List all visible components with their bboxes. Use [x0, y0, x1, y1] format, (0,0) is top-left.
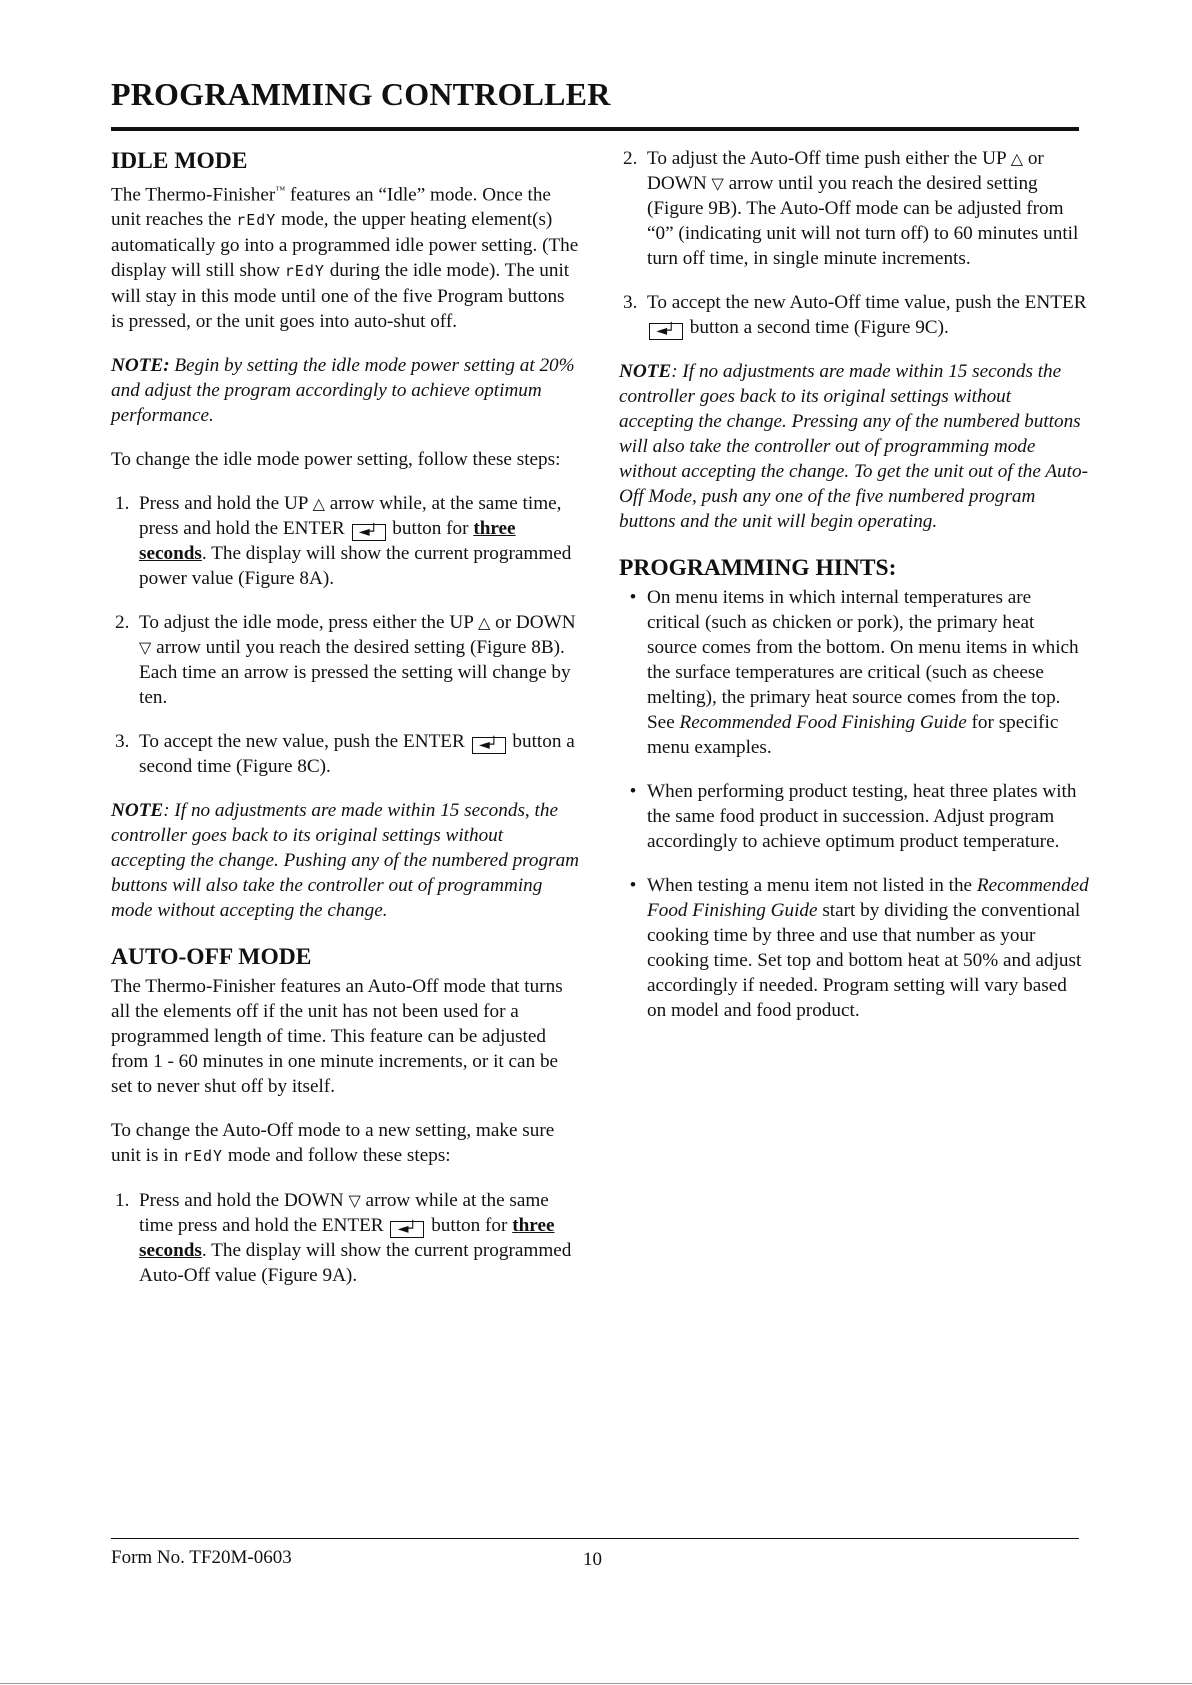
idle-steps-list	[111, 491, 581, 779]
text: arrow while at the same time press and hold the ENTER	[139, 1190, 549, 1237]
bullet-icon: •	[629, 587, 637, 608]
idle-intro: To change the idle mode power setting, follow these steps:	[111, 449, 561, 471]
step-number: 2.	[623, 148, 638, 169]
guide-title: Recommended Food Finishing Guide	[647, 875, 1089, 921]
idle-mode-paragraph	[111, 178, 581, 334]
note-label: NOTE	[619, 361, 672, 382]
enter-key-icon: ◄┘	[390, 1221, 424, 1238]
auto-off-intro	[111, 1118, 581, 1169]
up-triangle-icon: △	[477, 613, 491, 633]
list-item	[111, 610, 581, 710]
up-triangle-icon: △	[312, 494, 325, 514]
text: button a second time (Figure 9C).	[685, 317, 949, 338]
text: arrow until you reach the desired setting (Figure 9B). The Auto-Off mode can be adjusted from “0” (indicating unit will not turn off) to 60 minutes until turn off time, in single minute increments.	[647, 173, 1079, 269]
page-edge	[0, 1683, 1192, 1684]
text: button a second time (Figure 8C).	[139, 731, 575, 778]
ready-lcd-icon: rEdY	[182, 1147, 224, 1166]
step-number: 1.	[115, 493, 130, 515]
idle-note-2	[111, 798, 581, 923]
text: To accept the new value, push the ENTER	[139, 731, 470, 753]
title-rule	[111, 127, 1079, 131]
list-item	[619, 146, 1089, 271]
auto-off-note	[619, 359, 1089, 534]
right-column	[619, 146, 1089, 1042]
text: for specific menu examples.	[647, 712, 1059, 758]
down-triangle-icon: ▽	[711, 174, 724, 193]
note-text: : If no adjustments are made within 15 seconds the controller goes back to its original settings without accepting the change. Pressing any of the numbered buttons will also take the controller out of programming mode without accepting the change. To get the unit out of the Auto-Off Mode, push any one of the five numbered program buttons and the unit will begin operating.	[619, 361, 1088, 532]
page-number: 10	[583, 1549, 602, 1570]
text: mode, the upper heating element(s) automatically go into a programmed idle power setting. (The display will still show	[111, 209, 579, 282]
text: mode and follow these steps:	[223, 1145, 451, 1167]
text: On menu items in which internal temperatures are critical (such as chicken or pork), the primary heat source comes from the bottom. On menu items in which the surface temperatures are critical (such as cheese melting), the primary heat source comes from the top. See	[647, 587, 1079, 733]
list-item	[111, 1188, 581, 1288]
hints-list	[619, 585, 1089, 1023]
text: When performing product testing, heat three plates with the same food product in succession. Adjust program accordingly to achieve optimum product temperature.	[647, 781, 1077, 852]
text: . The display will show the current programmed Auto-Off value (Figure 9A).	[139, 1240, 572, 1287]
hint-text	[647, 779, 1089, 854]
list-item	[619, 873, 1089, 1023]
text: or DOWN	[490, 612, 576, 634]
text: Press and hold the UP	[139, 493, 313, 515]
text: button for	[426, 1215, 513, 1237]
list-item	[619, 779, 1089, 854]
up-triangle-icon: △	[1010, 149, 1024, 168]
emphasis: three seconds	[139, 518, 516, 565]
text: . The display will show the current programmed power value (Figure 8A).	[139, 543, 572, 590]
trademark: ™	[275, 185, 286, 196]
hint-text	[647, 585, 1089, 760]
text: To adjust the idle mode, press either the UP	[139, 612, 478, 634]
ready-lcd-icon: rEdY	[284, 262, 325, 281]
note-label: NOTE	[111, 800, 164, 822]
text: during the idle mode). The unit will stay in this mode until one of the five Program buttons is pressed, or the unit goes into auto-shut off.	[111, 260, 570, 333]
step-text	[139, 491, 581, 591]
auto-off-steps-continued	[619, 146, 1089, 340]
text: Press and hold the DOWN	[139, 1190, 349, 1212]
auto-off-heading: AUTO-OFF MODE	[111, 944, 312, 971]
text: When testing a menu item not listed in the	[647, 875, 977, 896]
step-number: 1.	[115, 1190, 130, 1212]
left-column	[111, 146, 581, 1307]
text: The Thermo-Finisher	[111, 184, 276, 206]
note-label: NOTE:	[111, 355, 170, 377]
footer-rule	[111, 1538, 1079, 1539]
note-text: Begin by setting the idle mode power setting at 20% and adjust the program accordingly to achieve optimum performance.	[111, 355, 575, 427]
step-text	[139, 610, 581, 710]
programming-hints-heading: PROGRAMMING HINTS:	[619, 555, 897, 581]
text: button for	[387, 518, 474, 540]
step-number: 2.	[115, 612, 130, 634]
list-item	[111, 491, 581, 591]
bullet-icon: •	[629, 781, 637, 802]
idle-mode-heading: IDLE MODE	[111, 148, 248, 174]
step-number: 3.	[115, 731, 130, 753]
note-text: : If no adjustments are made within 15 seconds, the controller goes back to its original settings without accepting the change. Pushing any of the numbered program buttons will also take the controller out of programming mode without accepting the change.	[111, 800, 580, 922]
text: To change the Auto-Off mode to a new setting, make sure unit is in	[111, 1120, 555, 1167]
page-title: PROGRAMMING CONTROLLER	[111, 76, 611, 112]
text: arrow while, at the same time, press and hold the ENTER	[139, 493, 562, 540]
text: or DOWN	[647, 148, 1044, 194]
auto-off-paragraph: The Thermo-Finisher features an Auto-Off mode that turns all the elements off if the unit has not been used for a programmed length of time. This feature can be adjusted from 1 - 60 minutes in one minute increments, or it can be set to never shut off by itself.	[111, 976, 563, 1098]
text: start by dividing the conventional cooking time by three and use that number as your cooking time. Set top and bottom heat at 50% and adjust accordingly if needed. Program setting will vary based on model and food product.	[647, 900, 1082, 1021]
enter-key-icon: ◄┘	[472, 737, 506, 754]
step-text	[647, 146, 1089, 271]
ready-lcd-icon: rEdY	[236, 211, 277, 230]
text: To adjust the Auto-Off time push either the UP	[647, 148, 1011, 169]
text: To accept the new Auto-Off time value, push the ENTER	[647, 292, 1087, 313]
step-number: 3.	[623, 292, 638, 313]
form-number: Form No. TF20M-0603	[111, 1547, 292, 1568]
list-item	[111, 729, 581, 779]
step-text	[647, 290, 1089, 340]
down-triangle-icon: ▽	[139, 638, 152, 658]
auto-off-steps-list	[111, 1188, 581, 1288]
bullet-icon: •	[629, 875, 637, 896]
step-text	[139, 729, 581, 779]
hint-text	[647, 873, 1089, 1023]
enter-key-icon: ◄┘	[352, 524, 386, 541]
text: features an “Idle” mode. Once the unit reaches the	[111, 184, 551, 231]
idle-note	[111, 353, 581, 428]
text: arrow until you reach the desired setting (Figure 8B). Each time an arrow is pressed the setting will change by ten.	[139, 637, 571, 709]
step-text	[139, 1188, 581, 1288]
list-item	[619, 290, 1089, 340]
emphasis: three seconds	[139, 1215, 555, 1262]
enter-key-icon: ◄┘	[649, 323, 683, 340]
list-item	[619, 585, 1089, 760]
guide-title: Recommended Food Finishing Guide	[679, 712, 967, 733]
down-triangle-icon: ▽	[348, 1191, 361, 1211]
